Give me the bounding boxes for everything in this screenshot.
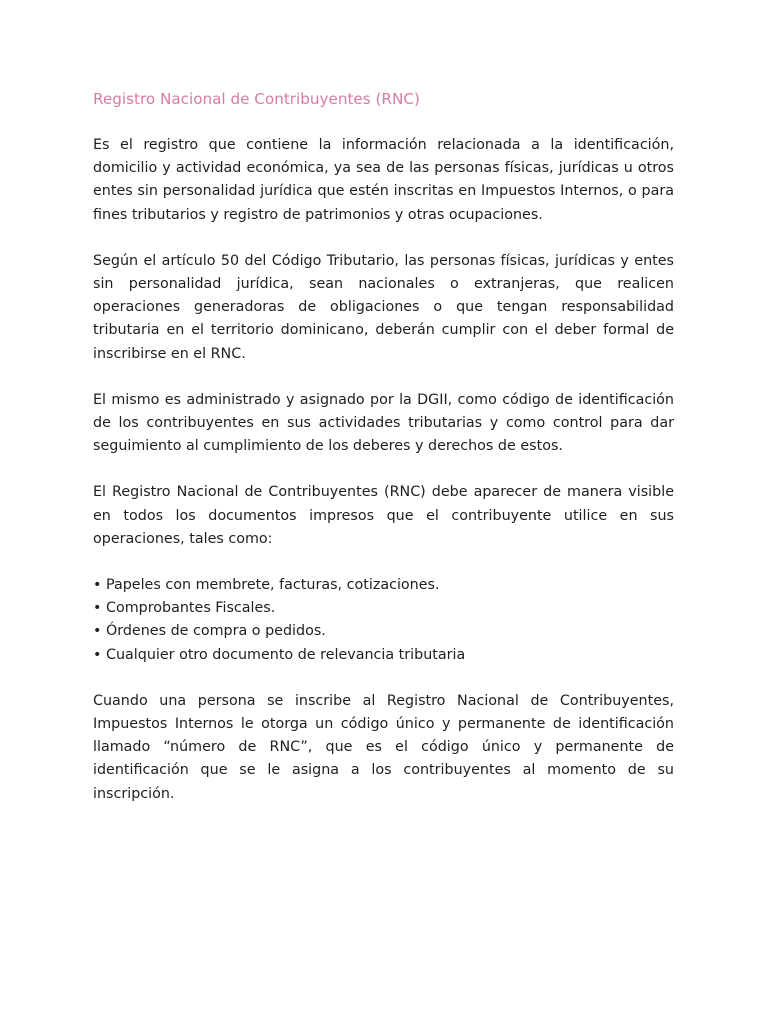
paragraph-registration: Cuando una persona se inscribe al Registro Nacional de Contribuyentes, Impuestos Internos le otorga un código único y permanente de identificación llamado “número de RNC”, que es el código único y permanente de identificación que se le asigna a los contribuyentes al momento de su inscripción. (93, 692, 674, 802)
document-list (93, 574, 674, 667)
paragraph-visibility: El Registro Nacional de Contribuyentes (RNC) debe aparecer de manera visible en todos los documentos impresos que el contribuyente utilice en sus operaciones, tales como: (93, 484, 674, 547)
paragraph-definition: Es el registro que contiene la información relacionada a la identificación, domicilio y actividad económica, ya sea de las personas físicas, jurídicas u otros entes sin personalidad jurídica que estén inscritas en Impuestos Internos, o para fines tributarios y registro de patrimonios y otras ocupaciones. (93, 137, 674, 223)
document-title: Registro Nacional de Contribuyentes (RNC) (93, 90, 420, 108)
list-item: • Cualquier otro documento de relevancia tributaria (93, 646, 466, 663)
list-item: • Papeles con membrete, facturas, cotizaciones. (93, 577, 440, 594)
list-item: • Comprobantes Fiscales. (93, 600, 276, 617)
list-item: • Órdenes de compra o pedidos. (93, 623, 326, 640)
document-body (93, 88, 674, 829)
paragraph-administration: El mismo es administrado y asignado por la DGII, como código de identificación de los contribuyentes en sus actividades tributarias y como control para dar seguimiento al cumplimiento de los deberes y derechos de estos. (93, 391, 674, 455)
paragraph-article-50: Según el artículo 50 del Código Tributario, las personas físicas, jurídicas y entes sin personalidad jurídica, sean nacionales o extranjeras, que realicen operaciones generadoras de obligaciones o que tengan responsabilidad tributaria en el territorio dominicano, deberán cumplir con el deber formal de inscribirse en el RNC. (93, 252, 674, 362)
